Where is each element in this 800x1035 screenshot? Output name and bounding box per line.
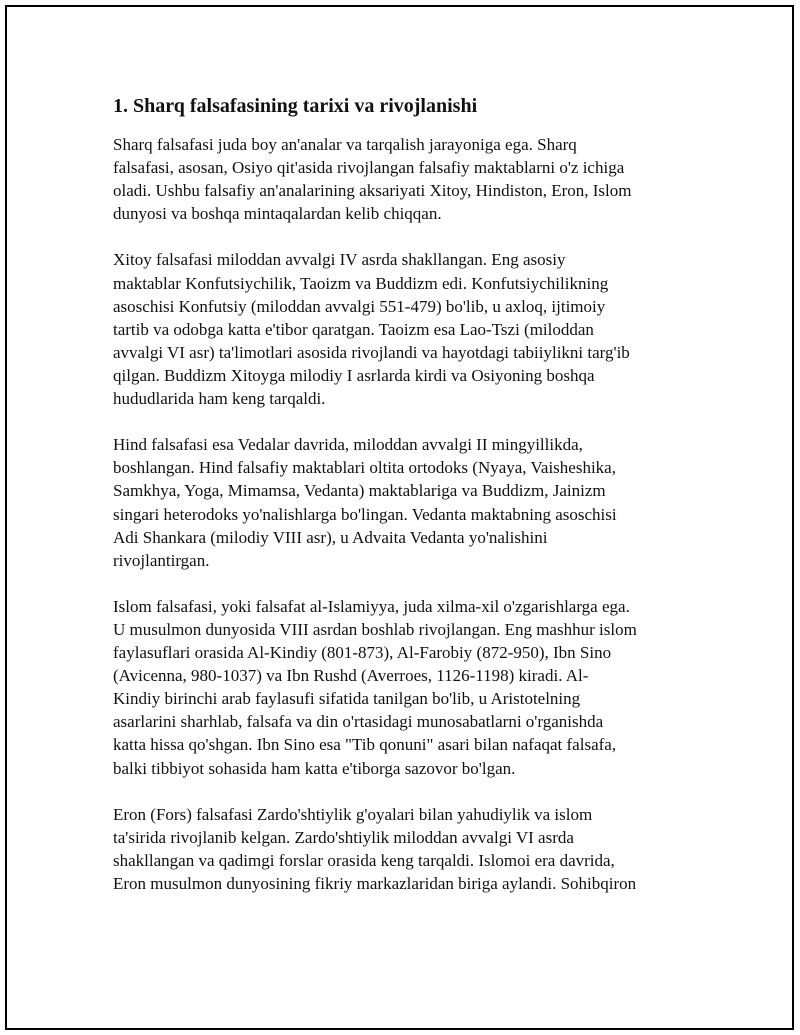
text-line: katta hissa qo'shgan. Ibn Sino esa "Tib qonuni" asari bilan nafaqat falsafa, (113, 735, 617, 755)
paragraph-islamic-philosophy (113, 595, 703, 780)
text-line: Eron (Fors) falsafasi Zardo'shtiylik g'oyalari bilan yahudiylik va islom (113, 804, 593, 824)
text-line: Sharq falsafasi juda boy an'analar va tarqalish jarayoniga ega. Sharq (113, 135, 577, 154)
text-line: falsafasi, asosan, Osiyo qit'asida rivojlangan falsafiy maktablarni o'z ichiga (113, 158, 625, 178)
paragraph-indian-philosophy (113, 433, 703, 572)
text-line: tartib va odobga katta e'tibor qaratgan. Taoizm esa Lao-Tszi (miloddan (113, 319, 594, 339)
text-line: U musulmon dunyosida VIII asrdan boshlab rivojlangan. Eng mashhur islom (113, 619, 637, 639)
document-body (113, 93, 703, 918)
text-line: maktablar Konfutsiychilik, Taoizm va Buddizm edi. Konfutsiychilikning (113, 273, 609, 293)
paragraph-chinese-philosophy (113, 248, 703, 410)
text-line: Hind falsafasi esa Vedalar davrida, miloddan avvalgi II mingyillikda, (113, 435, 583, 455)
paragraph-intro (113, 133, 703, 225)
text-line: (Avicenna, 980-1037) va Ibn Rushd (Averroes, 1126-1198) kiradi. Al- (113, 666, 589, 686)
text-line: rivojlantirgan. (113, 550, 210, 570)
text-line: dunyosi va boshqa mintaqalardan kelib chiqqan. (113, 204, 442, 224)
text-line: Eron musulmon dunyosining fikriy markazlaridan biriga aylandi. Sohibqiron (113, 874, 637, 893)
text-line: oladi. Ushbu falsafiy an'analarining aksariyati Xitoy, Hindiston, Eron, Islom (113, 181, 632, 201)
text-line: balki tibbiyot sohasida ham katta e'tiborga sazovor bo'lgan. (113, 758, 516, 778)
text-line: Kindiy birinchi arab faylasufi sifatida tanilgan bo'lib, u Aristotelning (113, 689, 581, 709)
text-line: faylasuflari orasida Al-Kindiy (801-873), Al-Farobiy (872-950), Ibn Sino (113, 643, 612, 663)
text-line: Samkhya, Yoga, Mimamsa, Vedanta) maktablariga va Buddizm, Jainizm (113, 481, 606, 501)
text-line: asoschisi Konfutsiy (miloddan avvalgi 551-479) bo'lib, u axloq, ijtimoiy (113, 296, 606, 316)
text-line: qilgan. Buddizm Xitoyga milodiy I asrlarda kirdi va Osiyoning boshqa (113, 365, 595, 385)
text-line: hududlarida ham keng tarqaldi. (113, 389, 326, 409)
text-line: ta'sirida rivojlanib kelgan. Zardo'shtiylik miloddan avvalgi VI asrda (113, 827, 574, 847)
text-line: Xitoy falsafasi miloddan avvalgi IV asrda shakllangan. Eng asosiy (113, 250, 566, 270)
text-line: avvalgi VI asr) ta'limotlari asosida rivojlandi va hayotdagi tabiiylikni targ'ib (113, 342, 630, 362)
text-line: Adi Shankara (milodiy VIII asr), u Advaita Vedanta yo'nalishini (113, 527, 548, 547)
paragraph-iranian-philosophy (113, 803, 703, 895)
section-heading: 1. Sharq falsafasining tarixi va rivojlanishi (113, 95, 478, 117)
text-line: asarlarini sharhlab, falsafa va din o'rtasidagi munosabatlarni o'rganishda (113, 712, 604, 732)
text-line: singari heterodoks yo'nalishlarga bo'lingan. Vedanta maktabning asoschisi (113, 504, 617, 524)
text-line: shakllangan va qadimgi forslar orasida keng tarqaldi. Islomoi era davrida, (113, 850, 615, 870)
text-line: Islom falsafasi, yoki falsafat al-Islamiyya, juda xilma-xil o'zgarishlarga ega. (113, 596, 630, 616)
text-line: boshlangan. Hind falsafiy maktablari oltita ortodoks (Nyaya, Vaisheshika, (113, 458, 616, 478)
